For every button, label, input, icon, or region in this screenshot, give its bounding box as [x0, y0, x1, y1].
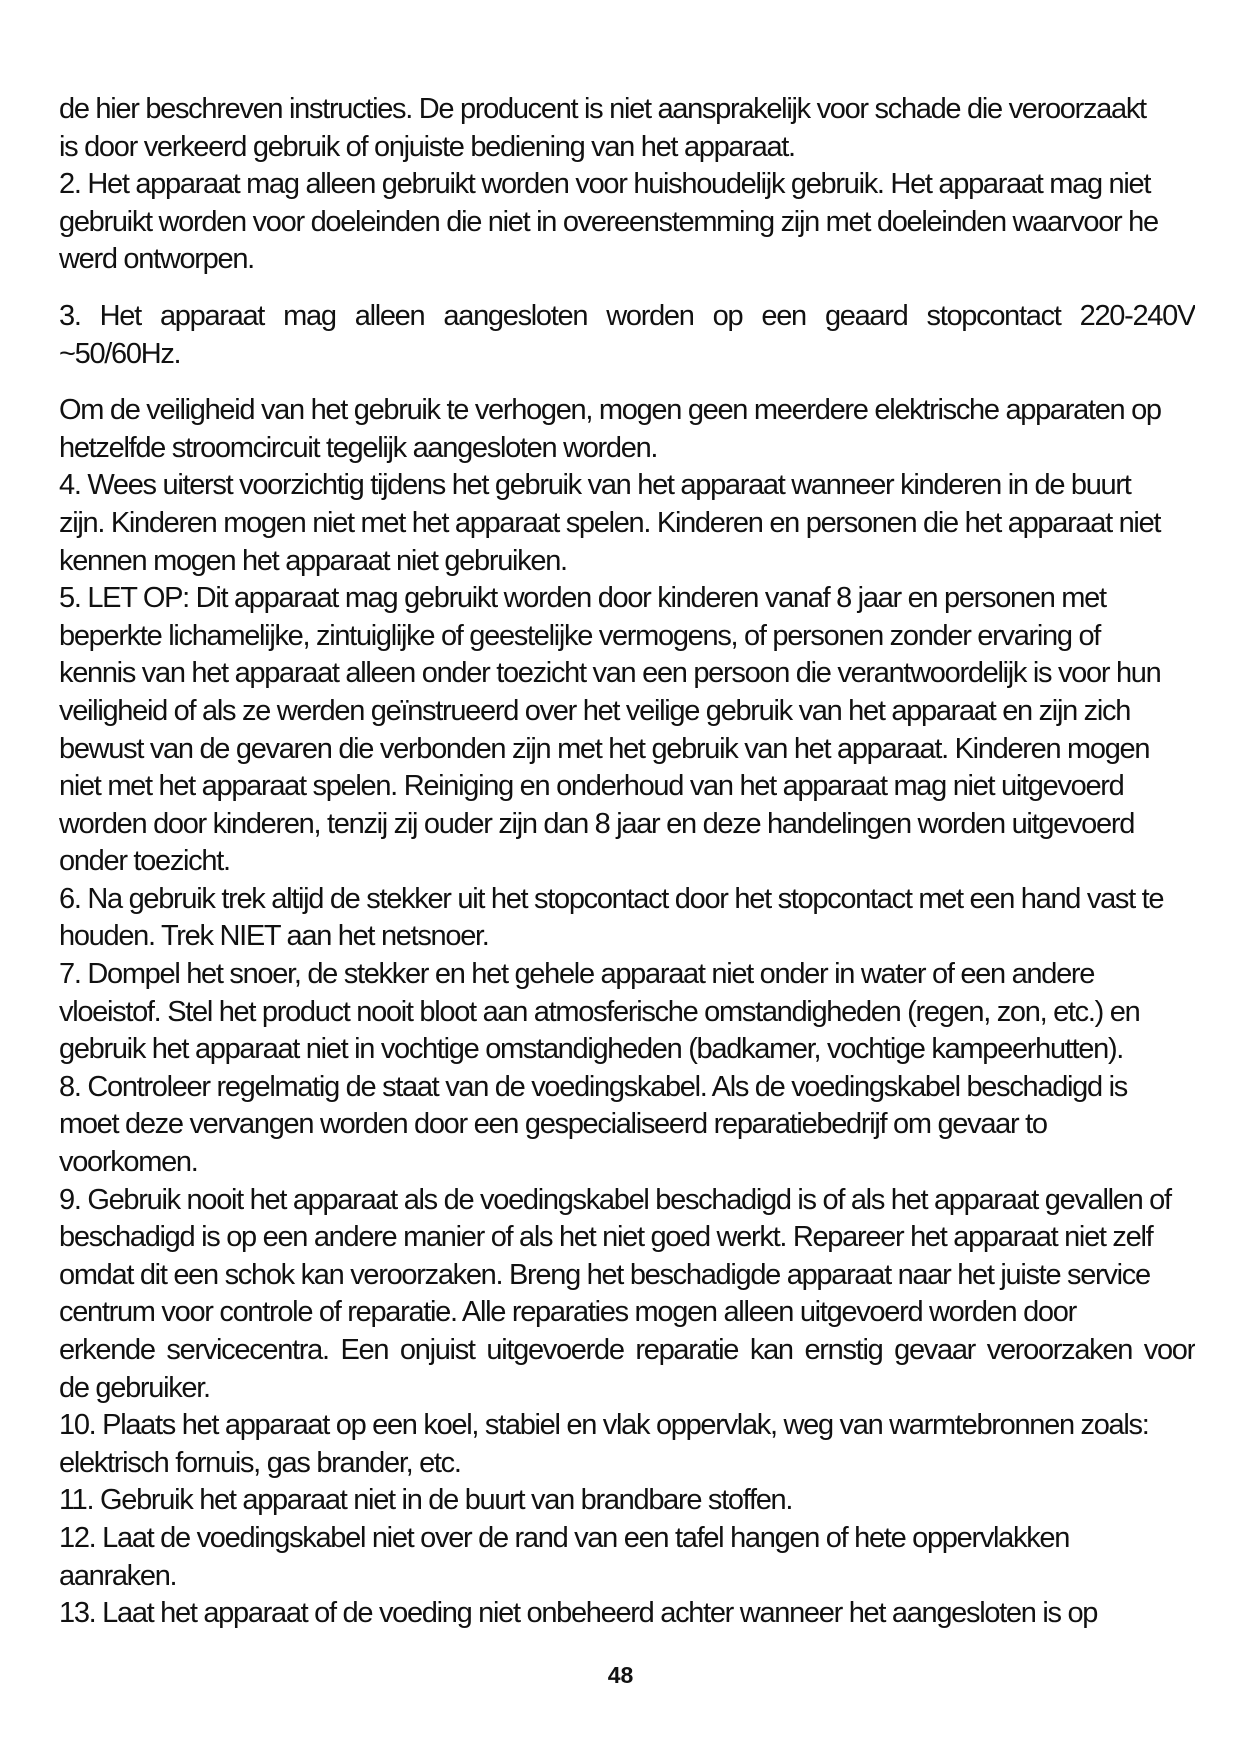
text-line: Om de veiligheid van het gebruik te verhogen, mogen geen meerdere elektrische apparaten op — [59, 394, 1161, 427]
text-line: omdat dit een schok kan veroorzaken. Breng het beschadigde apparaat naar het juiste service — [59, 1258, 1150, 1291]
text-line: voorkomen. — [59, 1146, 198, 1179]
paragraph-block — [59, 392, 1206, 1633]
text-line: 4. Wees uiterst voorzichtig tijdens het gebruik van het apparaat wanneer kinderen in de buurt — [59, 469, 1131, 502]
text-line: gebruikt worden voor doeleinden die niet in overeenstemming zijn met doeleinden waarvoor he — [59, 205, 1158, 238]
text-line: 9. Gebruik nooit het apparaat als de voedingskabel beschadigd is of als het apparaat gevallen of — [59, 1183, 1171, 1216]
text-line: houden. Trek NIET aan het netsnoer. — [59, 920, 489, 953]
text-line: bewust van de gevaren die verbonden zijn met het gebruik van het apparaat. Kinderen mogen — [59, 732, 1150, 765]
text-line: 2. Het apparaat mag alleen gebruikt worden voor huishoudelijk gebruik. Het apparaat mag niet — [59, 168, 1151, 201]
text-line: gebruik het apparaat niet in vochtige omstandigheden (badkamer, vochtige kampeerhutten). — [59, 1033, 1124, 1066]
page-number: 48 — [607, 1662, 634, 1688]
text-line: zijn. Kinderen mogen niet met het apparaat spelen. Kinderen en personen die het apparaat niet — [59, 506, 1161, 539]
text-line: 13. Laat het apparaat of de voeding niet onbeheerd achter wanneer het aangesloten is op — [59, 1597, 1098, 1630]
text-line: worden door kinderen, tenzij zij ouder zijn dan 8 jaar en deze handelingen worden uitgevoerd — [59, 807, 1135, 840]
text-line: de hier beschreven instructies. De producent is niet aansprakelijk voor schade die veroorzaakt — [59, 93, 1146, 125]
text-line: vloeistof. Stel het product nooit bloot aan atmosferische omstandigheden (regen, zon, etc.) en — [59, 995, 1140, 1028]
text-line: niet met het apparaat spelen. Reiniging en onderhoud van het apparaat mag niet uitgevoerd — [59, 770, 1124, 803]
paragraph-block — [59, 298, 1206, 373]
text-line: 8. Controleer regelmatig de staat van de voedingskabel. Als de voedingskabel beschadigd is — [59, 1070, 1127, 1103]
text-line: 3. Het apparaat mag alleen aangesloten worden op een geaard stopcontact 220-240V — [59, 299, 1195, 332]
text-line: 11. Gebruik het apparaat niet in de buurt van brandbare stoffen. — [59, 1484, 793, 1517]
text-line: kennis van het apparaat alleen onder toezicht van een persoon die verantwoordelijk is voor hun — [59, 657, 1161, 690]
text-line: moet deze vervangen worden door een gespecialiseerd reparatiebedrijf om gevaar to — [59, 1108, 1047, 1141]
text-line: aanraken. — [59, 1559, 177, 1592]
text-line: elektrisch fornuis, gas brander, etc. — [59, 1446, 461, 1479]
text-line: kennen mogen het apparaat niet gebruiken. — [59, 544, 567, 577]
text-line: 12. Laat de voedingskabel niet over de rand van een tafel hangen of hete oppervlakken — [59, 1521, 1070, 1554]
text-line: onder toezicht. — [59, 845, 230, 878]
text-line: is door verkeerd gebruik of onjuiste bediening van het apparaat. — [59, 130, 795, 163]
text-line: 7. Dompel het snoer, de stekker en het gehele apparaat niet onder in water of een andere — [59, 958, 1095, 991]
text-line: werd ontworpen. — [59, 243, 254, 276]
text-line: erkende servicecentra. Een onjuist uitgevoerde reparatie kan ernstig gevaar veroorzaken voor — [59, 1334, 1195, 1366]
text-line: veiligheid of als ze werden geïnstrueerd over het veilige gebruik van het apparaat en zijn zich — [59, 694, 1131, 727]
text-line: beschadigd is op een andere manier of als het niet goed werkt. Repareer het apparaat niet zelf — [59, 1221, 1153, 1254]
text-line: de gebruiker. — [59, 1371, 210, 1404]
text-line: 10. Plaats het apparaat op een koel, stabiel en vlak oppervlak, weg van warmtebronnen zoals: — [59, 1409, 1149, 1442]
text-line: 5. LET OP: Dit apparaat mag gebruikt worden door kinderen vanaf 8 jaar en personen met — [59, 582, 1106, 615]
text-line: hetzelfde stroomcircuit tegelijk aangesloten worden. — [59, 431, 658, 464]
text-line: ~50/60Hz. — [59, 337, 181, 370]
paragraph-block — [59, 91, 1206, 279]
text-line: centrum voor controle of reparatie. Alle reparaties mogen alleen uitgevoerd worden door — [59, 1296, 1076, 1329]
document-body — [59, 91, 1206, 1633]
text-line: beperkte lichamelijke, zintuiglijke of geestelijke vermogens, of personen zonder ervaring of — [59, 619, 1101, 652]
text-line: 6. Na gebruik trek altijd de stekker uit het stopcontact door het stopcontact met een hand vast te — [59, 882, 1164, 915]
